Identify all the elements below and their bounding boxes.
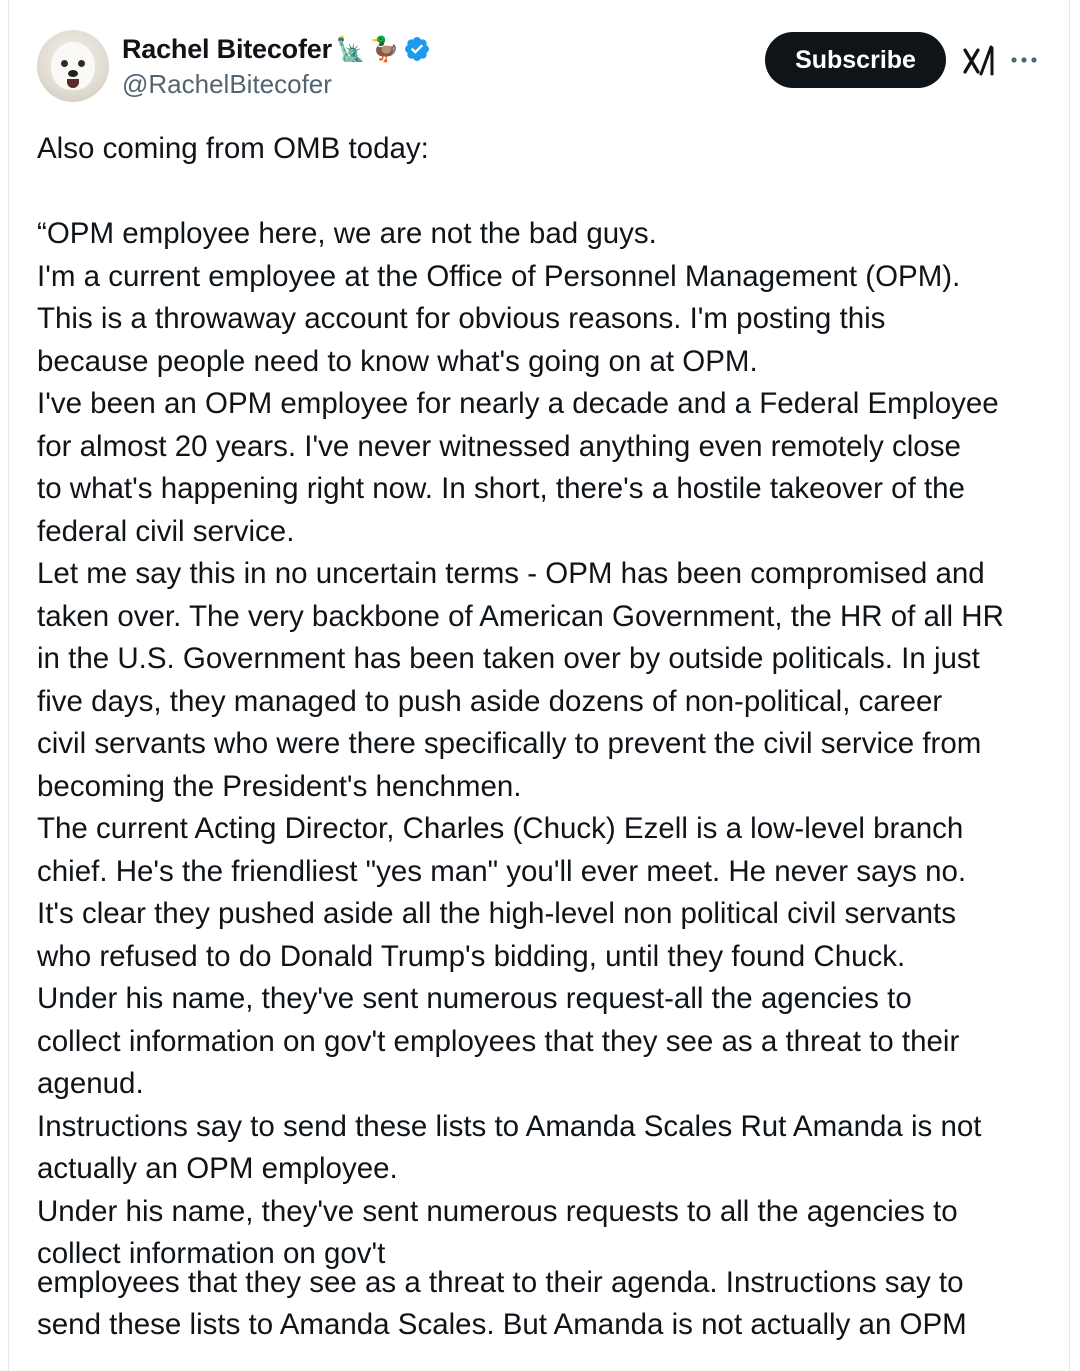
tweet-header (9, 0, 1069, 120)
tweet-line: Under his name, they've sent numerous request-all the agencies to (37, 982, 912, 1015)
tweet-line: I'm a current employee at the Office of Personnel Management (OPM). (37, 259, 961, 293)
tweet-line: Let me say this in no uncertain terms - OPM has been compromised and (37, 557, 985, 590)
tweet-line: collect information on gov't employees that they see as a threat to their (37, 1024, 960, 1058)
author-info (122, 32, 431, 100)
tweet-line: collect information on gov't (37, 1237, 386, 1270)
statue-of-liberty-emoji: 🗽 (335, 35, 366, 63)
tweet-line: taken over. The very backbone of American Government, the HR of all HR (37, 599, 1004, 633)
tweet-line: five days, they managed to push aside dozens of non-political, career (37, 684, 943, 718)
verified-badge-icon[interactable] (403, 35, 431, 63)
avatar[interactable] (37, 30, 109, 102)
author-display-name[interactable]: Rachel Bitecofer (122, 33, 332, 64)
tweet-line: chief. He's the friendliest "yes man" you'll ever meet. He never says no. (37, 854, 967, 888)
tweet-line-blank (37, 171, 1067, 214)
avatar-eye-left (61, 60, 68, 67)
duck-emoji: 🦆 (369, 35, 400, 63)
tweet-line: Under his name, they've sent numerous requests to all the agencies to (37, 1194, 958, 1228)
avatar-nose (68, 70, 78, 77)
tweet-line: send these lists to Amanda Scales. But Amanda is not actually an OPM (37, 1308, 967, 1341)
tweet-line: actually an OPM employee. (37, 1152, 398, 1185)
avatar-eye-right (78, 60, 85, 67)
grok-icon[interactable] (961, 44, 997, 78)
subscribe-button[interactable]: Subscribe (765, 32, 946, 88)
author-name-row (122, 32, 431, 66)
tweet-line: in the U.S. Government has been taken over by outside politicals. In just (37, 642, 980, 675)
tweet-line: Instructions say to send these lists to Amanda Scales Rut Amanda is not (37, 1109, 982, 1143)
tweet-text (37, 128, 1067, 1347)
tweet-card (8, 0, 1070, 1371)
tweet-line: civil servants who were there specifically to prevent the civil service from (37, 727, 982, 760)
tweet-line: because people need to know what's going on at OPM. (37, 344, 758, 378)
tweet-line: Also coming from OMB today: (37, 132, 429, 165)
tweet-line: It's clear they pushed aside all the high-level non political civil servants (37, 897, 956, 930)
tweet-line: becoming the President's henchmen. (37, 769, 522, 803)
tweet-line: federal civil service. (37, 514, 295, 548)
author-handle[interactable]: @RachelBitecofer (122, 69, 332, 99)
tweet-line: employees that they see as a threat to their agenda. Instructions say to (37, 1265, 964, 1299)
tweet-line: who refused to do Donald Trump's bidding, until they found Chuck. (37, 939, 906, 973)
tweet-line: This is a throwaway account for obvious reasons. I'm posting this (37, 302, 886, 335)
tweet-line: to what's happening right now. In short, there's a hostile takeover of the (37, 472, 965, 505)
more-dots-icon[interactable] (1007, 48, 1041, 72)
tweet-line: I've been an OPM employee for nearly a decade and a Federal Employee (37, 387, 999, 420)
tweet-line: agenud. (37, 1067, 144, 1100)
tweet-line: for almost 20 years. I've never witnessed anything even remotely close (37, 429, 961, 463)
tweet-line: The current Acting Director, Charles (Chuck) Ezell is a low-level branch (37, 812, 964, 845)
tweet-line: “OPM employee here, we are not the bad guys. (37, 217, 657, 250)
